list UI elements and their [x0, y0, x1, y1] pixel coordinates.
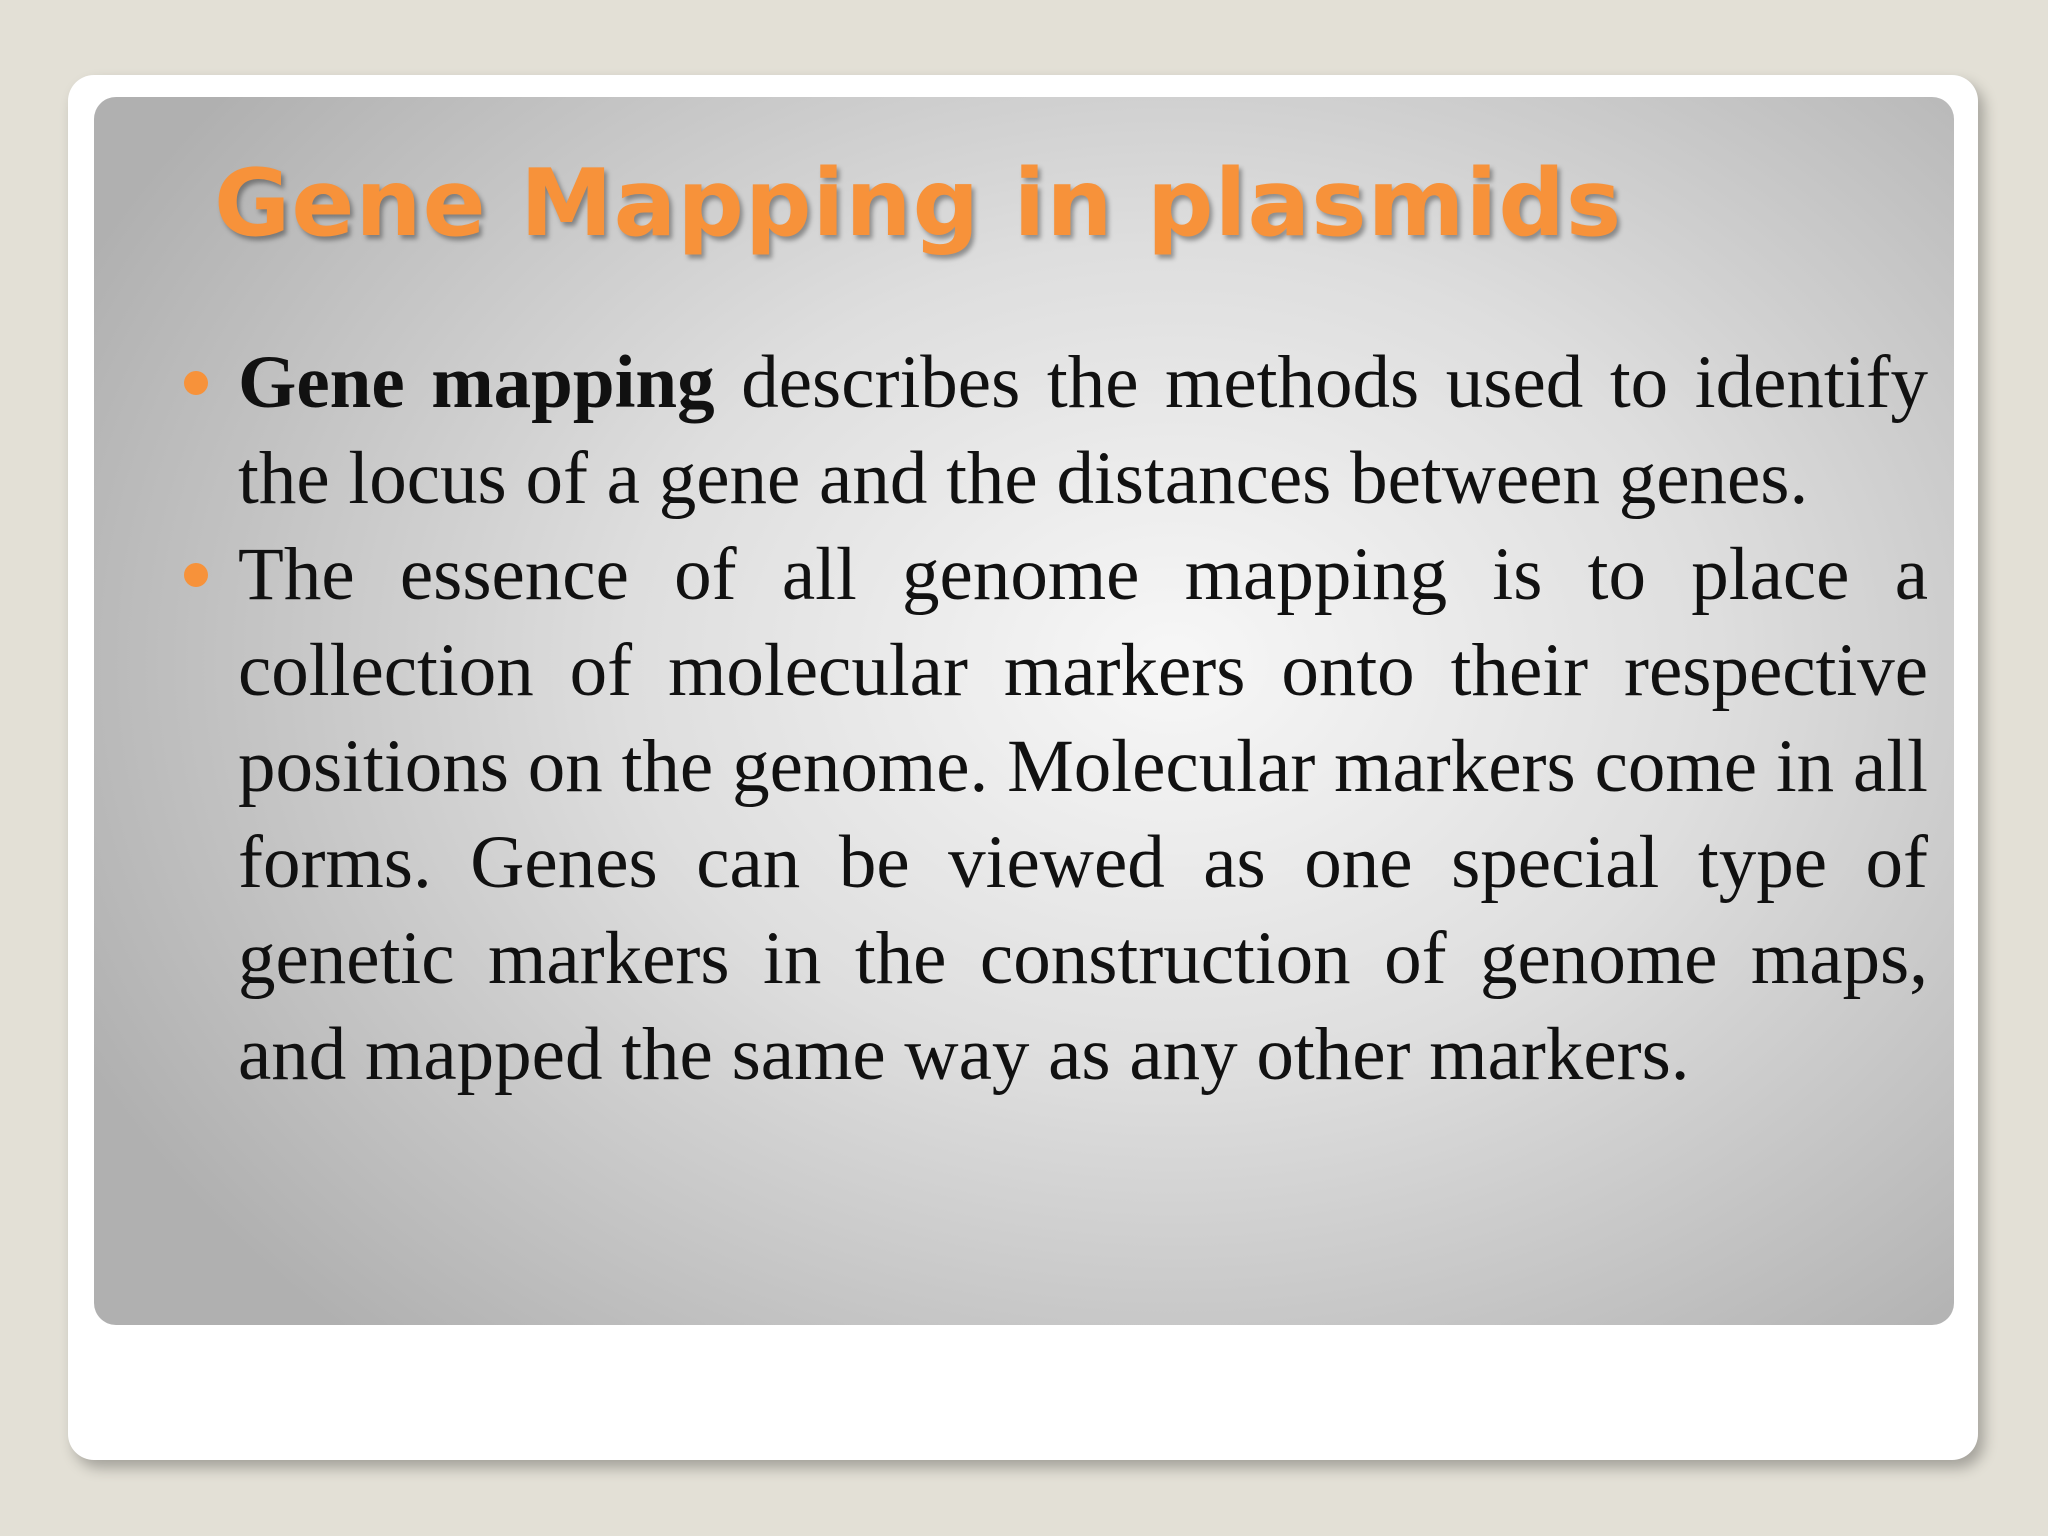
bullet-term: Gene mapping [238, 341, 715, 424]
slide-title: Gene Mapping in plasmids [214, 149, 1623, 257]
bullet-dot-icon [184, 371, 208, 395]
bullet-text: describes the methods used to identify the locus of a gene and the distances between genes. [238, 341, 1929, 520]
slide-frame [68, 75, 1978, 1460]
bullet-text: The essence of all genome mapping is to place a collection of molecular markers onto their respective positions on the genome. Molecular markers come in all forms. Genes can be viewed as one special type of genetic markers in the construction of genome maps, and mapped the same way as any other markers. [238, 533, 1928, 1096]
bullet-item [238, 335, 1928, 527]
content-panel [94, 97, 1954, 1325]
bullet-list [238, 335, 1928, 1103]
bullet-dot-icon [184, 563, 208, 587]
bullet-item [238, 527, 1928, 1103]
